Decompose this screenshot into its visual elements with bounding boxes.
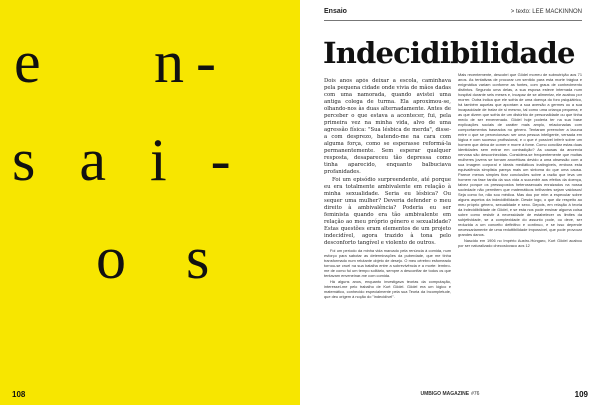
author-credit: > texto: LEE MACKINNON bbox=[510, 9, 582, 15]
big-letters-line-3: sai- bbox=[12, 127, 275, 193]
body-paragraph-3: Mais recentemente, descobri que Gödel morreu de subnutrição aos 71 anos. As tentativas de procurar um sentido para esta morte trágica e enigmática variam conforme as fontes, com graus de conhecimento distintos. Segundo uma delas, a sua esposa esteve internada num hospital durante seis meses e, incapaz de se alimentar, ele acabou por morrer. Outra indica que ele sofria de uma doença do foro psiquiátrico, há também aquelas que apontam a sua aversão a germes ou a sua incapacidade de tratar de si mesmo, tal como uma criança pequena; e as que dizem que sofria de um distúrbio de personalidade ou que tinha medo de ser envenenado. Gödel hoje poderia ter na sua base explicações sociais de caráter mais amplo, relacionadas com comportamentos baseados no género. Tentaram preencher a lacuna entre o que se percecionava: ser uma pessoa inteligente, versada em lógica e com sucesso profissional, e o que é possível inferir sobre um homem que deixa de comer e morre à fome. Como conciliar estas duas identidades sem entrar em contradição? As causas da anorexia nervosa são desconhecidas. Considera-se frequentemente que muitas mulheres jovens se tornam anoréticas devido a uma obsessão com a sua imagem corporal e ideais mediáticos inatingíveis, embora esta equivalência simplista pareça mais um sintoma do que uma causa. Parece menos simples tirar conclusões sobre a razão que leva um homem na fase tardia da sua vida a sucumbir aos efeitos da doença, talvez porque os pressupostos heterossexuais enraizados na nossa sociedade não permitem que matemáticos brilhantes sejam vaidosos! Seja como for, não sou médica. Mas dou por mim a especular sobre alguns aspetos da indecidibilidade. Desde logo, o que diz respeito ao meu próprio género, sexualidade e sexo. Depois, em relação à teoria da indecidibilidade de Gödel, e se esta nos pode ensinar alguma coisa sobre como resistir à necessidade de estabelecer os limites da subjetividade, se a complexidade do assunto pode, ou deve, ser reduzida a um conceito definitivo e contínuo, e se isso depende necessariamente de uma reduttibilidade impossível, que pode provocar grandes danos. bbox=[458, 72, 582, 237]
big-letters-line-4: os bbox=[96, 225, 270, 291]
magazine-footer bbox=[300, 391, 600, 397]
body-paragraph-1: Foi um período da minha vida marcado pela renúncia à comida, num esforço para sabotar as determinações da puberdade, que me tinha transformado num relutante objeto de desejo. O meu cérebro esfomeado tornou-se cruel na sua batalha entre a sobrevivência e a morte: lembro-me de como fui um tempo solitário, sempre a desconfiar de todos os que tentavam enveneinar-me com comida. bbox=[324, 248, 451, 278]
article-title: Indecidibilidade bbox=[323, 36, 575, 70]
page-number-left: 108 bbox=[12, 390, 26, 399]
text-column-1 bbox=[324, 78, 451, 377]
big-letters-line-2: n- bbox=[154, 29, 228, 95]
header-rule bbox=[324, 20, 582, 21]
magazine-name: UMBIGO MAGAZINE bbox=[420, 391, 470, 397]
lead-paragraph-2: Foi um episódio surpreendente, até porque eu era totalmente ambivalente em relação à minha sexualidade. Seria eu lésbica? Ou sequer uma mulher? Deveria defender o meu direito à ambivalência? Poderia eu ser feminista quando era tão ambivalente em relação ao meu próprio género e sexualidade? Estas questões eram elementos de um projeto indecidível, agora trazido à tona pelo desconforto tangível e violento de outros. bbox=[324, 177, 451, 246]
section-label: Ensaio bbox=[324, 8, 347, 15]
right-page bbox=[300, 0, 600, 405]
text-column-2 bbox=[458, 72, 582, 377]
big-letters-line-1: e bbox=[14, 29, 113, 95]
lead-paragraph-1: Dois anos após deixar a escola, caminhava pela pequena cidade onde vivia de mãos dadas com uma namorada, quando avistei uma antiga colega de turma. Ela aproximou-se, olhando-nos às duas alternadamente. Antes de perceber o que estava a acontecer, fui, pela primeira vez na minha vida, alvo de uma agressão física: "Sua lésbica de merda", disse-a com desprezo, batendo-me na cara com alguma força, como se esperasse reformá-la permanentemente. Sem esperar qualquer resposta, desapareceu tão depressa como tinha aparecido, enquanto balbuciava profanidades. bbox=[324, 78, 451, 175]
issue-number: #76 bbox=[471, 391, 480, 397]
page-number-right: 109 bbox=[574, 390, 588, 399]
body-paragraph-2: Há alguns anos, enquanto investigava teorias da computação, interessei-me pelo trabalho de Kurt Gödel. Gödel era um lógico e matemático, conhecido especialmente pela sua Teoria da Incompletude, que deu origem à noção do "indecidível". bbox=[324, 279, 451, 299]
body-paragraph-4: Nascido em 1906 no Império Austro-Húngaro, Kurt Gödel acabou por ser naturalizado checoslovaco aos 12 bbox=[458, 238, 582, 248]
